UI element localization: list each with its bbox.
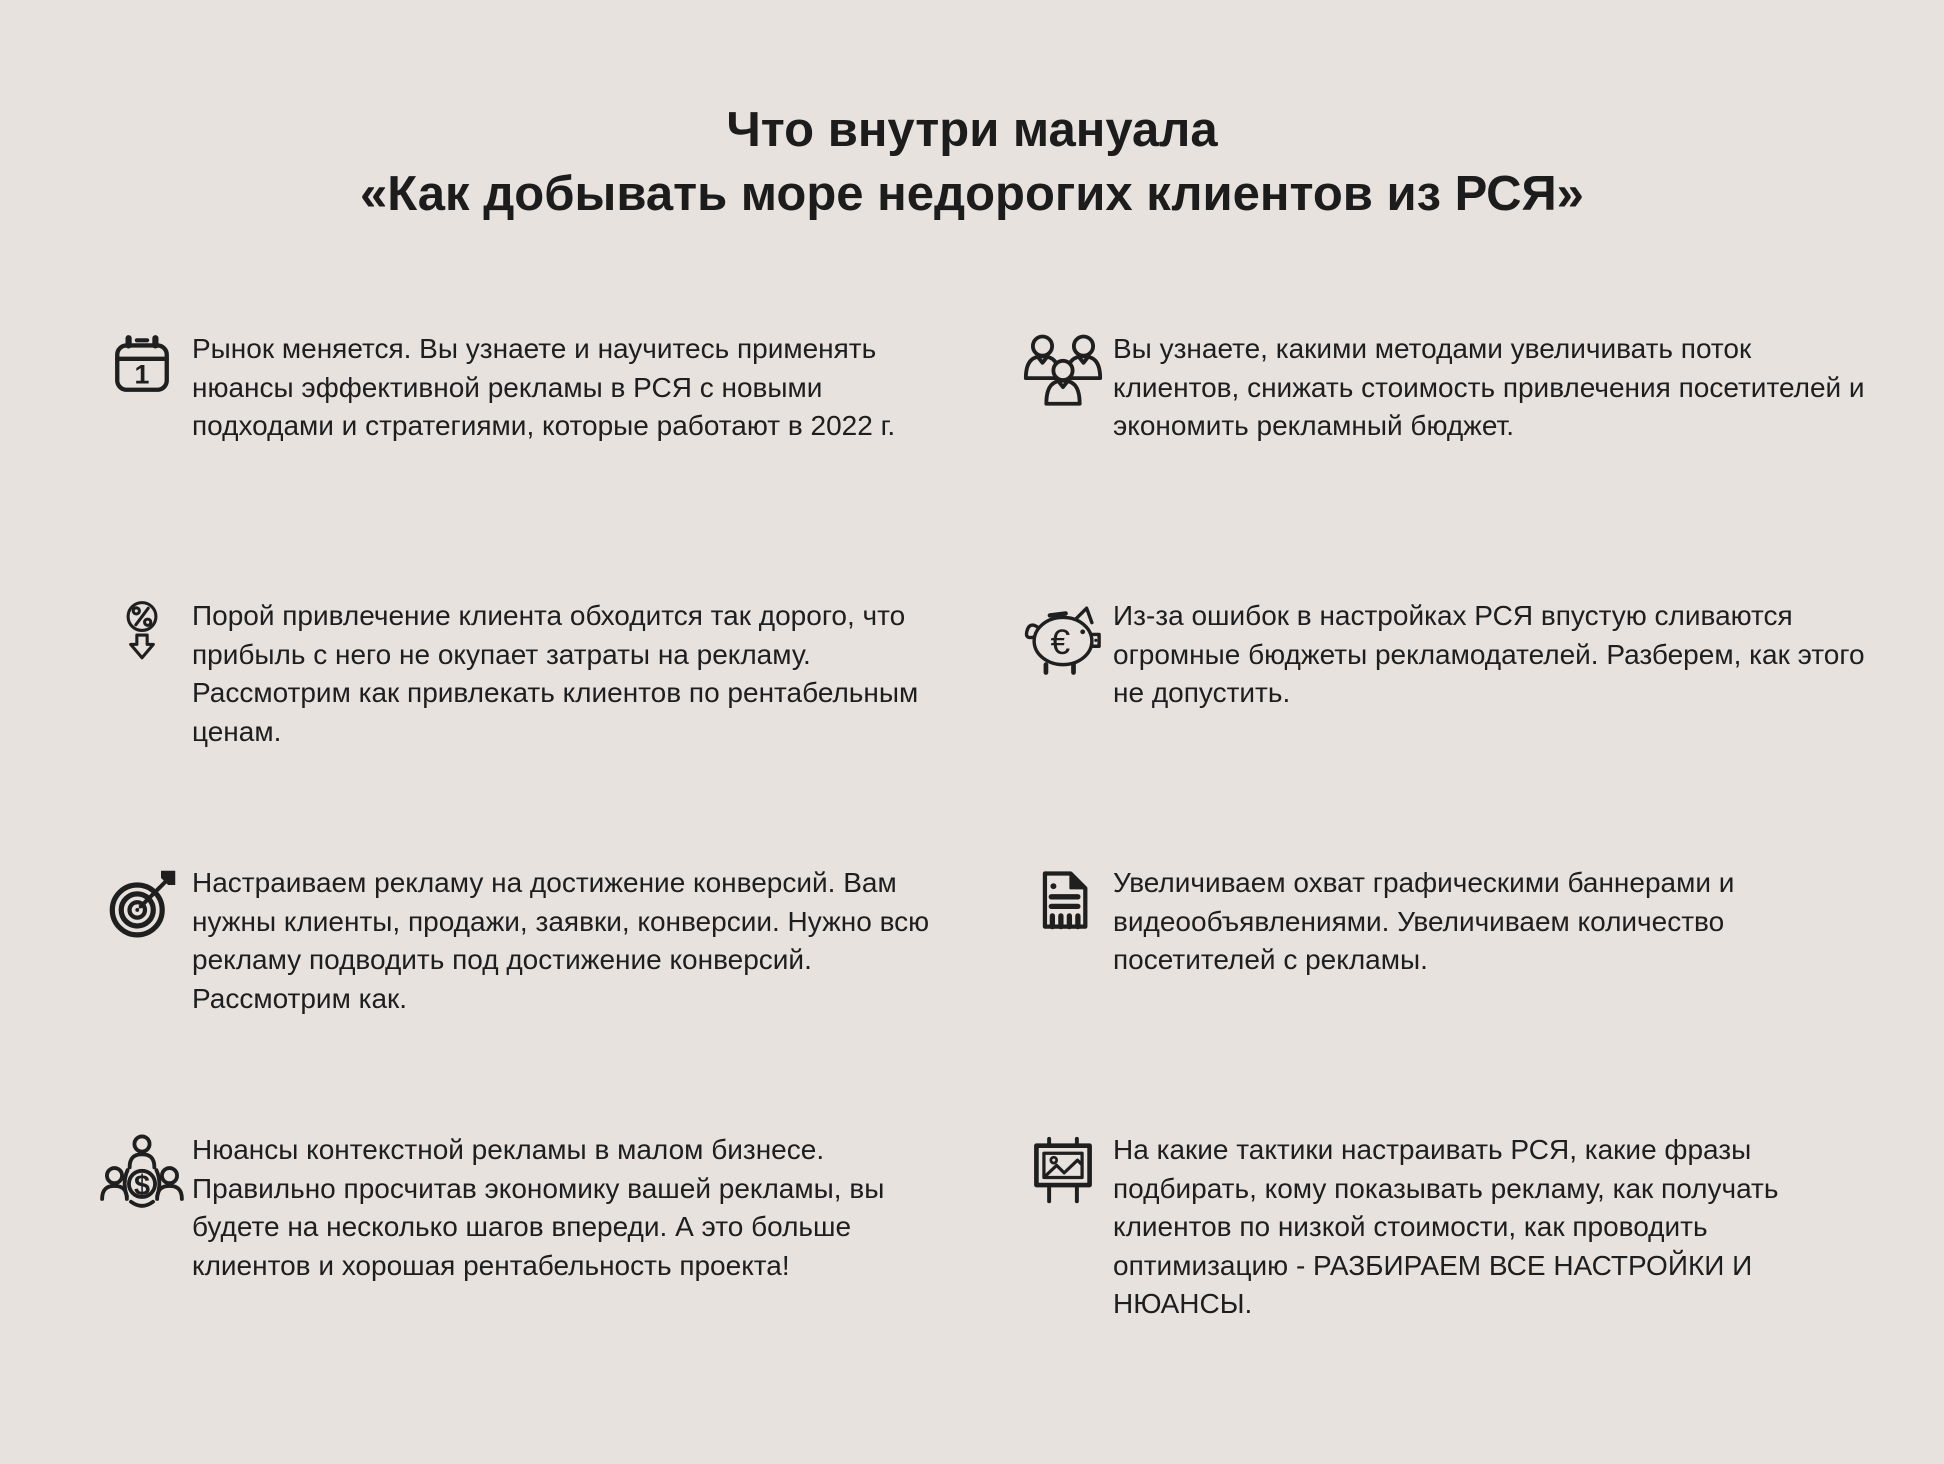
- target-arrow-icon: [92, 864, 192, 942]
- features-grid: [92, 330, 1888, 1398]
- feature-item-profitable-prices: [92, 597, 967, 864]
- feature-text: На какие тактики настраивать РСЯ, какие фразы подбирать, кому показывать рекламу, как получать клиентов по низкой стоимости, как проводить оптимизацию - РАЗБИРАЕМ ВСЕ НАСТРОЙКИ И НЮАНСЫ.: [1113, 1134, 1779, 1319]
- feature-item-budget-waste: [1013, 597, 1888, 864]
- people-money-icon: [92, 1131, 192, 1221]
- report-document-icon: [1013, 864, 1113, 934]
- feature-item-small-business: [92, 1131, 967, 1398]
- billboard-icon: [1013, 1131, 1113, 1207]
- feature-item-tactics: [1013, 1131, 1888, 1398]
- people-group-icon: [1013, 330, 1113, 414]
- svg-text:€: €: [1050, 622, 1071, 663]
- feature-item-market-changes: [92, 330, 967, 597]
- page-title-line2: «Как добывать море недорогих клиентов из РСЯ»: [360, 167, 1584, 221]
- feature-text: Настраиваем рекламу на достижение конверсий. Вам нужны клиенты, продажи, заявки, конверсии. Нужно всю рекламу подводить под достижение конверсий. Рассмотрим как.: [192, 867, 930, 1014]
- page-title-line1: Что внутри мануала: [726, 103, 1218, 157]
- page-title: [0, 0, 1944, 226]
- feature-text: Порой привлечение клиента обходится так дорого, что прибыль с него не окупает затраты на рекламу. Рассмотрим как привлекать клиентов по рентабельным ценам.: [192, 600, 919, 747]
- feature-text: Увеличиваем охват графическими баннерами и видеообъявлениями. Увеличиваем количество посетителей с рекламы.: [1113, 867, 1735, 975]
- svg-text:1: 1: [134, 359, 150, 390]
- calendar-icon: [92, 330, 192, 398]
- piggy-bank-icon: [1013, 597, 1113, 683]
- feature-text: Рынок меняется. Вы узнаете и научитесь применять нюансы эффективной рекламы в РСЯ с новыми подходами и стратегиями, которые работают в 2022 г.: [192, 333, 896, 441]
- feature-text: Вы узнаете, какими методами увеличивать поток клиентов, снижать стоимость привлечения посетителей и экономить рекламный бюджет.: [1113, 333, 1865, 441]
- svg-text:$: $: [133, 1169, 151, 1202]
- feature-text: Нюансы контекстной рекламы в малом бизнесе. Правильно просчитав экономику вашей рекламы, вы будете на несколько шагов впереди. А это больше клиентов и хорошая рентабельность проекта!: [192, 1134, 885, 1281]
- feature-text: Из-за ошибок в настройках РСЯ впустую сливаются огромные бюджеты рекламодателей. Разберем, как этого не допустить.: [1113, 600, 1865, 708]
- feature-item-banners-video: [1013, 864, 1888, 1131]
- feature-item-client-flow: [1013, 330, 1888, 597]
- percent-decrease-icon: [92, 597, 192, 665]
- feature-item-conversions: [92, 864, 967, 1131]
